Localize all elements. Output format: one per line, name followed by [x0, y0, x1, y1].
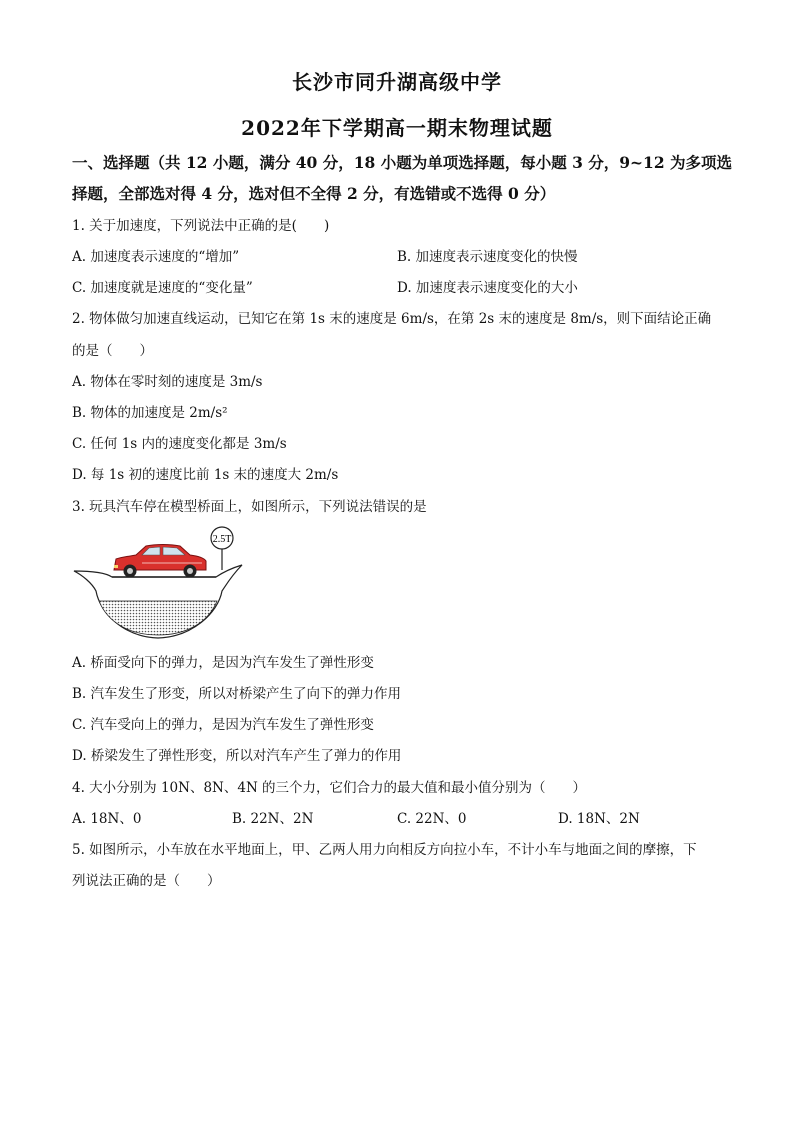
school-title: 长沙市同升湖高级中学: [292, 70, 502, 94]
bridge-car-figure: [72, 525, 244, 643]
q3-option-c: C. 汽车受向上的弹力，是因为汽车发生了弹性形变: [72, 717, 374, 733]
toy-car-icon: [114, 545, 206, 578]
section-heading-line2: 择题，全部选对得 4 分，选对但不全得 2 分，有选错或不选得 0 分）: [72, 184, 556, 203]
section-heading: [72, 147, 732, 209]
q3-option-a: A. 桥面受向下的弹力，是因为汽车发生了弹性形变: [72, 655, 374, 671]
q2-option-c: C. 任何 1s 内的速度变化都是 3m/s: [72, 436, 287, 452]
q1-option-b: B. 加速度表示速度变化的快慢: [397, 249, 578, 265]
q2-stem-line1: 2. 物体做匀加速直线运动，已知它在第 1s 末的速度是 6m/s，在第 2s 末的速度是 8m/s，则下面结论正确: [72, 311, 712, 327]
section-heading-line1: 一、选择题（共 12 小题，满分 40 分，18 小题为单项选择题，每小题 3 分，9~12 为多项选: [72, 153, 733, 172]
q3-stem: 3. 玩具汽车停在模型桥面上，如图所示，下列说法错误的是: [72, 499, 427, 515]
q5-stem-line1: 5. 如图所示，小车放在水平地面上，甲、乙两人用力向相反方向拉小车，不计小车与地面之间的摩擦，下: [72, 842, 697, 858]
bridge-shape: [74, 565, 242, 638]
q4-option-a: A. 18N、0: [72, 811, 142, 827]
q5-stem-line2: 列说法正确的是（ ）: [72, 873, 221, 889]
q1-option-c: C. 加速度就是速度的“变化量”: [72, 280, 253, 296]
q1-option-d: D. 加速度表示速度变化的大小: [397, 280, 578, 296]
q2-stem-line2: 的是（ ）: [72, 343, 153, 359]
q3-option-d: D. 桥梁发生了弹性形变，所以对汽车产生了弹力的作用: [72, 748, 402, 764]
q4-stem: 4. 大小分别为 10N、8N、4N 的三个力，它们合力的最大值和最小值分别为（ ）: [72, 780, 587, 796]
load-limit-sign: [211, 527, 233, 570]
q3-option-b: B. 汽车发生了形变，所以对桥梁产生了向下的弹力作用: [72, 686, 402, 702]
q2-option-b: B. 物体的加速度是 2m/s²: [72, 405, 228, 421]
q2-option-a: A. 物体在零时刻的速度是 3m/s: [72, 374, 263, 390]
q1-option-a: A. 加速度表示速度的“增加”: [72, 249, 240, 265]
exam-title: 2022年下学期高一期末物理试题: [241, 116, 553, 140]
q4-option-d: D. 18N、2N: [558, 811, 640, 827]
q4-option-c: C. 22N、0: [397, 811, 467, 827]
q2-option-d: D. 每 1s 初的速度比前 1s 末的速度大 2m/s: [72, 467, 339, 483]
sign-label: 2.5T: [212, 534, 232, 545]
q1-stem: 1. 关于加速度，下列说法中正确的是( ): [72, 218, 330, 234]
q4-option-b: B. 22N、2N: [232, 811, 314, 827]
